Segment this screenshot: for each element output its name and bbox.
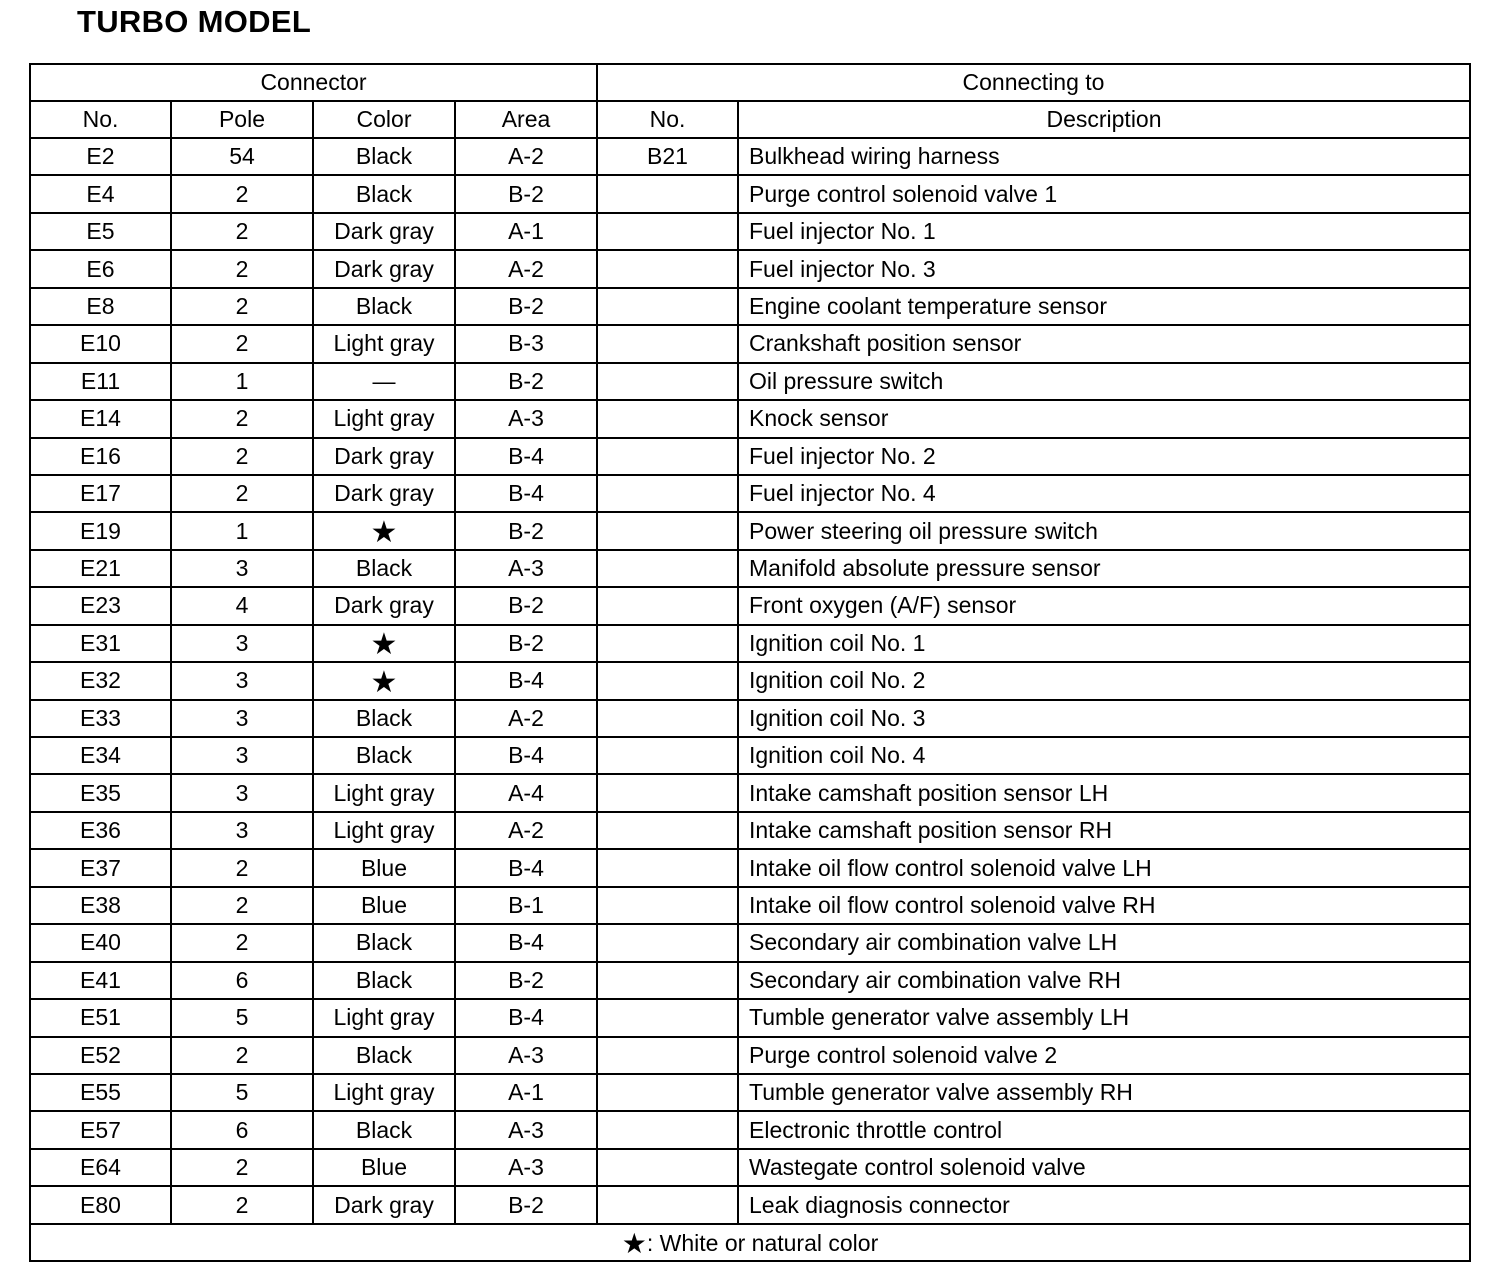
cell-description: Ignition coil No. 1 xyxy=(738,625,1470,662)
cell-area: B-2 xyxy=(455,363,597,400)
cell-pole: 2 xyxy=(171,887,313,924)
cell-description: Knock sensor xyxy=(738,400,1470,437)
cell-pole: 1 xyxy=(171,512,313,549)
header-area: Area xyxy=(455,101,597,138)
cell-no: E17 xyxy=(30,475,171,512)
cell-description: Fuel injector No. 4 xyxy=(738,475,1470,512)
header-connector-group: Connector xyxy=(30,64,597,101)
cell-description: Power steering oil pressure switch xyxy=(738,512,1470,549)
cell-description: Tumble generator valve assembly RH xyxy=(738,1074,1470,1111)
page-title: TURBO MODEL xyxy=(77,4,312,39)
cell-pole: 1 xyxy=(171,363,313,400)
footnote-text: : White or natural color xyxy=(646,1230,879,1256)
cell-color: Dark gray xyxy=(313,1186,455,1224)
cell-description: Intake oil flow control solenoid valve RH xyxy=(738,887,1470,924)
cell-description: Crankshaft position sensor xyxy=(738,325,1470,362)
cell-color: Light gray xyxy=(313,774,455,811)
cell-area: B-2 xyxy=(455,962,597,999)
cell-area: A-2 xyxy=(455,812,597,849)
cell-area: B-2 xyxy=(455,625,597,662)
cell-pole: 2 xyxy=(171,438,313,475)
cell-description: Secondary air combination valve LH xyxy=(738,924,1470,961)
cell-connecting-no xyxy=(597,587,738,624)
cell-no: E36 xyxy=(30,812,171,849)
cell-connecting-no xyxy=(597,175,738,212)
cell-pole: 6 xyxy=(171,1111,313,1148)
cell-connecting-no xyxy=(597,213,738,250)
cell-pole: 2 xyxy=(171,213,313,250)
cell-area: A-3 xyxy=(455,1037,597,1074)
cell-connecting-no xyxy=(597,812,738,849)
cell-description: Tumble generator valve assembly LH xyxy=(738,999,1470,1036)
cell-description: Secondary air combination valve RH xyxy=(738,962,1470,999)
header-pole: Pole xyxy=(171,101,313,138)
cell-no: E11 xyxy=(30,363,171,400)
cell-area: A-3 xyxy=(455,1149,597,1186)
cell-pole: 3 xyxy=(171,737,313,774)
cell-connecting-no xyxy=(597,924,738,961)
cell-area: B-4 xyxy=(455,438,597,475)
cell-connecting-no xyxy=(597,512,738,549)
cell-connecting-no xyxy=(597,849,738,886)
cell-color: Black xyxy=(313,962,455,999)
cell-area: B-2 xyxy=(455,587,597,624)
table-row xyxy=(30,1149,1470,1186)
table-row xyxy=(30,1037,1470,1074)
cell-area: A-1 xyxy=(455,213,597,250)
table-row xyxy=(30,438,1470,475)
cell-pole: 2 xyxy=(171,1186,313,1224)
cell-pole: 2 xyxy=(171,325,313,362)
cell-description: Electronic throttle control xyxy=(738,1111,1470,1148)
cell-color: Black xyxy=(313,1037,455,1074)
cell-no: E4 xyxy=(30,175,171,212)
cell-color: Dark gray xyxy=(313,438,455,475)
cell-no: E55 xyxy=(30,1074,171,1111)
cell-color: Light gray xyxy=(313,812,455,849)
cell-no: E14 xyxy=(30,400,171,437)
cell-connecting-no xyxy=(597,475,738,512)
cell-pole: 2 xyxy=(171,849,313,886)
cell-description: Purge control solenoid valve 2 xyxy=(738,1037,1470,1074)
column-header-row xyxy=(30,101,1470,138)
cell-color: Light gray xyxy=(313,400,455,437)
table-row xyxy=(30,625,1470,662)
cell-area: B-4 xyxy=(455,662,597,699)
cell-pole: 54 xyxy=(171,138,313,175)
cell-connecting-no xyxy=(597,962,738,999)
cell-description: Bulkhead wiring harness xyxy=(738,138,1470,175)
cell-no: E31 xyxy=(30,625,171,662)
cell-no: E80 xyxy=(30,1186,171,1224)
cell-description: Fuel injector No. 1 xyxy=(738,213,1470,250)
cell-no: E57 xyxy=(30,1111,171,1148)
cell-no: E21 xyxy=(30,550,171,587)
cell-area: B-4 xyxy=(455,849,597,886)
cell-connecting-no xyxy=(597,288,738,325)
cell-no: E8 xyxy=(30,288,171,325)
cell-no: E40 xyxy=(30,924,171,961)
table-row xyxy=(30,475,1470,512)
table-body xyxy=(30,138,1470,1224)
cell-connecting-no xyxy=(597,550,738,587)
cell-pole: 2 xyxy=(171,475,313,512)
header-no: No. xyxy=(30,101,171,138)
cell-no: E23 xyxy=(30,587,171,624)
cell-area: B-2 xyxy=(455,512,597,549)
cell-pole: 3 xyxy=(171,774,313,811)
cell-area: A-2 xyxy=(455,700,597,737)
cell-no: E32 xyxy=(30,662,171,699)
cell-connecting-no xyxy=(597,625,738,662)
cell-no: E2 xyxy=(30,138,171,175)
table-row xyxy=(30,700,1470,737)
table-row xyxy=(30,849,1470,886)
cell-area: B-4 xyxy=(455,924,597,961)
cell-color: — xyxy=(313,363,455,400)
cell-pole: 6 xyxy=(171,962,313,999)
star-icon: ★ xyxy=(370,628,398,662)
table-row xyxy=(30,213,1470,250)
cell-description: Engine coolant temperature sensor xyxy=(738,288,1470,325)
cell-description: Intake oil flow control solenoid valve LH xyxy=(738,849,1470,886)
table-row xyxy=(30,1186,1470,1224)
cell-pole: 3 xyxy=(171,625,313,662)
table-row xyxy=(30,887,1470,924)
cell-no: E38 xyxy=(30,887,171,924)
cell-color: Blue xyxy=(313,887,455,924)
cell-color: Light gray xyxy=(313,325,455,362)
cell-description: Manifold absolute pressure sensor xyxy=(738,550,1470,587)
cell-color xyxy=(313,512,455,549)
cell-color: Light gray xyxy=(313,1074,455,1111)
cell-color: Dark gray xyxy=(313,587,455,624)
cell-connecting-no: B21 xyxy=(597,138,738,175)
cell-no: E52 xyxy=(30,1037,171,1074)
cell-color: Black xyxy=(313,737,455,774)
table-row xyxy=(30,924,1470,961)
star-icon: ★ xyxy=(370,516,398,550)
cell-color: Blue xyxy=(313,849,455,886)
cell-color: Black xyxy=(313,288,455,325)
cell-area: A-2 xyxy=(455,138,597,175)
cell-connecting-no xyxy=(597,774,738,811)
cell-area: A-4 xyxy=(455,774,597,811)
cell-color xyxy=(313,662,455,699)
cell-color xyxy=(313,625,455,662)
cell-area: A-2 xyxy=(455,250,597,287)
cell-area: B-1 xyxy=(455,887,597,924)
cell-area: A-3 xyxy=(455,1111,597,1148)
cell-pole: 4 xyxy=(171,587,313,624)
cell-pole: 2 xyxy=(171,250,313,287)
table-row xyxy=(30,774,1470,811)
cell-connecting-no xyxy=(597,438,738,475)
cell-no: E5 xyxy=(30,213,171,250)
table-row xyxy=(30,1074,1470,1111)
cell-description: Fuel injector No. 3 xyxy=(738,250,1470,287)
cell-color: Black xyxy=(313,138,455,175)
table-row xyxy=(30,587,1470,624)
cell-connecting-no xyxy=(597,1149,738,1186)
cell-connecting-no xyxy=(597,1037,738,1074)
cell-color: Dark gray xyxy=(313,475,455,512)
footnote xyxy=(30,1224,1470,1261)
cell-no: E10 xyxy=(30,325,171,362)
cell-connecting-no xyxy=(597,400,738,437)
cell-description: Ignition coil No. 4 xyxy=(738,737,1470,774)
cell-no: E64 xyxy=(30,1149,171,1186)
cell-area: B-2 xyxy=(455,175,597,212)
header-to-no: No. xyxy=(597,101,738,138)
cell-area: B-2 xyxy=(455,288,597,325)
star-icon: ★ xyxy=(621,1228,647,1259)
cell-description: Front oxygen (A/F) sensor xyxy=(738,587,1470,624)
cell-pole: 2 xyxy=(171,175,313,212)
table-row xyxy=(30,662,1470,699)
cell-pole: 3 xyxy=(171,812,313,849)
table-row xyxy=(30,363,1470,400)
cell-area: B-4 xyxy=(455,999,597,1036)
cell-connecting-no xyxy=(597,1111,738,1148)
cell-pole: 5 xyxy=(171,1074,313,1111)
cell-description: Intake camshaft position sensor LH xyxy=(738,774,1470,811)
table-row xyxy=(30,999,1470,1036)
cell-connecting-no xyxy=(597,999,738,1036)
cell-area: A-3 xyxy=(455,400,597,437)
cell-area: B-3 xyxy=(455,325,597,362)
cell-pole: 5 xyxy=(171,999,313,1036)
cell-description: Ignition coil No. 2 xyxy=(738,662,1470,699)
cell-description: Leak diagnosis connector xyxy=(738,1186,1470,1224)
cell-area: B-4 xyxy=(455,475,597,512)
cell-pole: 2 xyxy=(171,400,313,437)
table-row xyxy=(30,175,1470,212)
header-color: Color xyxy=(313,101,455,138)
cell-description: Ignition coil No. 3 xyxy=(738,700,1470,737)
cell-pole: 3 xyxy=(171,662,313,699)
table-row xyxy=(30,400,1470,437)
header-description: Description xyxy=(738,101,1470,138)
cell-color: Blue xyxy=(313,1149,455,1186)
footnote-row xyxy=(30,1224,1470,1261)
cell-no: E16 xyxy=(30,438,171,475)
cell-connecting-no xyxy=(597,250,738,287)
cell-area: B-2 xyxy=(455,1186,597,1224)
table-row xyxy=(30,737,1470,774)
table-row xyxy=(30,1111,1470,1148)
cell-connecting-no xyxy=(597,1186,738,1224)
cell-connecting-no xyxy=(597,662,738,699)
cell-color: Black xyxy=(313,924,455,961)
cell-connecting-no xyxy=(597,887,738,924)
table-row xyxy=(30,250,1470,287)
cell-color: Black xyxy=(313,550,455,587)
table-row xyxy=(30,812,1470,849)
group-header-row xyxy=(30,64,1470,101)
table-row xyxy=(30,138,1470,175)
cell-connecting-no xyxy=(597,325,738,362)
cell-area: A-1 xyxy=(455,1074,597,1111)
cell-pole: 3 xyxy=(171,700,313,737)
cell-pole: 2 xyxy=(171,1149,313,1186)
cell-no: E41 xyxy=(30,962,171,999)
cell-connecting-no xyxy=(597,363,738,400)
cell-color: Black xyxy=(313,700,455,737)
cell-connecting-no xyxy=(597,737,738,774)
cell-pole: 3 xyxy=(171,550,313,587)
cell-color: Dark gray xyxy=(313,250,455,287)
cell-description: Intake camshaft position sensor RH xyxy=(738,812,1470,849)
cell-no: E37 xyxy=(30,849,171,886)
cell-color: Black xyxy=(313,1111,455,1148)
table-row xyxy=(30,288,1470,325)
cell-no: E51 xyxy=(30,999,171,1036)
cell-area: A-3 xyxy=(455,550,597,587)
table-row xyxy=(30,512,1470,549)
cell-connecting-no xyxy=(597,700,738,737)
cell-description: Wastegate control solenoid valve xyxy=(738,1149,1470,1186)
cell-pole: 2 xyxy=(171,924,313,961)
cell-no: E6 xyxy=(30,250,171,287)
star-icon: ★ xyxy=(370,665,398,699)
cell-color: Black xyxy=(313,175,455,212)
cell-no: E33 xyxy=(30,700,171,737)
cell-description: Fuel injector No. 2 xyxy=(738,438,1470,475)
cell-description: Purge control solenoid valve 1 xyxy=(738,175,1470,212)
cell-color: Light gray xyxy=(313,999,455,1036)
cell-pole: 2 xyxy=(171,1037,313,1074)
cell-area: B-4 xyxy=(455,737,597,774)
connector-table xyxy=(29,63,1471,1262)
header-connecting-to-group: Connecting to xyxy=(597,64,1470,101)
cell-no: E35 xyxy=(30,774,171,811)
table-row xyxy=(30,325,1470,362)
cell-connecting-no xyxy=(597,1074,738,1111)
cell-pole: 2 xyxy=(171,288,313,325)
table-row xyxy=(30,550,1470,587)
cell-color: Dark gray xyxy=(313,213,455,250)
table-row xyxy=(30,962,1470,999)
cell-no: E34 xyxy=(30,737,171,774)
cell-no: E19 xyxy=(30,512,171,549)
cell-description: Oil pressure switch xyxy=(738,363,1470,400)
